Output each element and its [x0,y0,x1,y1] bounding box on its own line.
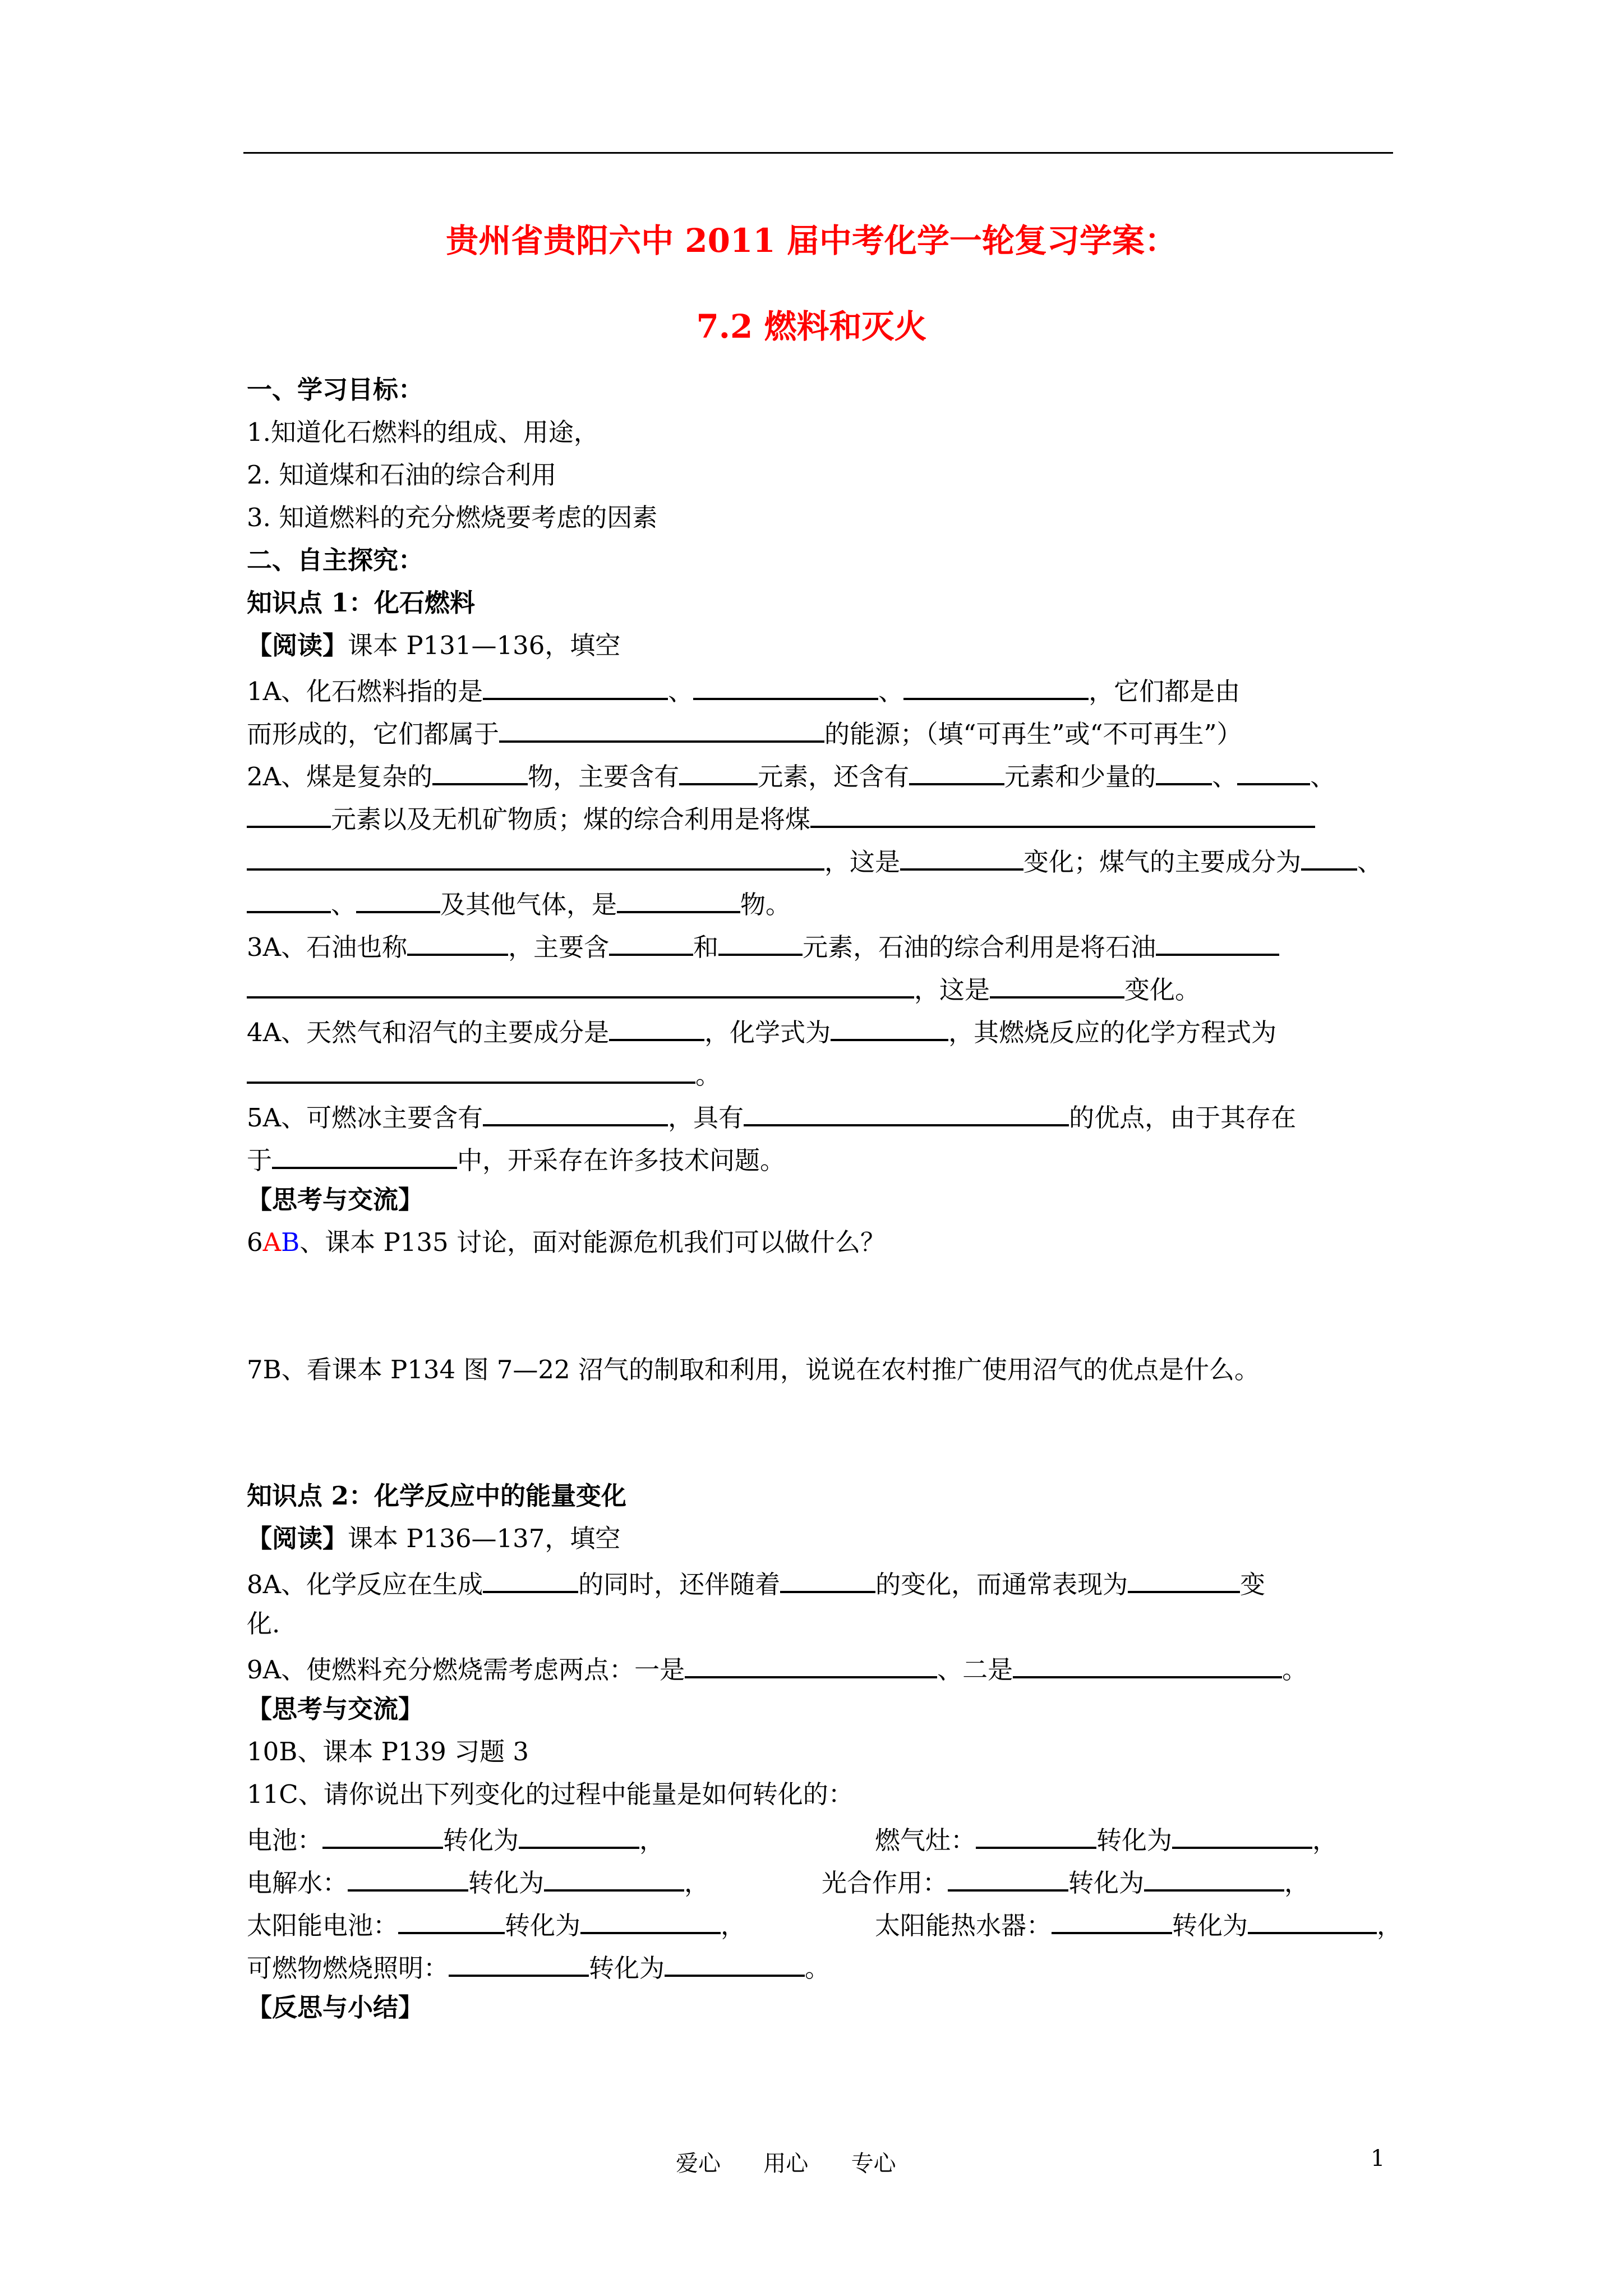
blank[interactable] [1156,758,1212,785]
conversion-combustion-lighting [247,1950,830,1984]
q-text: 5A、可燃冰主要含有 [247,1103,483,1133]
level-b-marker: B [281,1227,300,1257]
question-7: 7B、看课本 P134 图 7—22 沼气的制取和利用，说说在农村推广使用沼气的优点是什么。 [247,1355,1260,1384]
question-6 [247,1227,886,1258]
question-3-line-2 [247,972,1200,1005]
blank[interactable] [499,716,824,743]
blank[interactable] [909,758,1004,785]
read-line-2 [247,1524,620,1554]
question-3-line-1 [247,929,1279,963]
blank[interactable] [272,1142,457,1169]
blank[interactable] [356,886,440,913]
blank[interactable] [609,929,693,956]
conv-text: ， [639,1825,665,1855]
goal-2: 2. 知道煤和石油的综合利用 [247,460,557,490]
q-text: ，这是 [914,975,990,1005]
question-10: 10B、课本 P139 习题 3 [247,1737,529,1766]
q-text: 的同时，还伴随着 [578,1570,781,1599]
conv-text: ， [1312,1825,1338,1855]
q-number: 6 [247,1227,263,1257]
blank[interactable] [831,1014,948,1041]
blank[interactable] [976,1822,1096,1849]
question-2-line-2 [247,801,1315,835]
conv-text: ， [684,1868,710,1898]
question-11: 11C、请你说出下列变化的过程中能量是如何转化的： [247,1779,854,1809]
q-text: 、课本 P135 讨论，面对能源危机我们可以做什么？ [299,1227,886,1257]
doc-title: 贵州省贵阳六中 2011 届中考化学一轮复习学案： [446,222,1177,260]
blank[interactable] [247,801,331,828]
blank[interactable] [948,1865,1068,1892]
q-text: 元素以及无机矿物质；煤的综合利用是将煤 [331,804,811,834]
question-5-line-1 [247,1099,1296,1133]
conv-text: 转化为 [1172,1911,1248,1940]
blank[interactable] [609,1014,704,1041]
question-1-line-1 [247,673,1240,707]
conv-label: 电解水： [247,1868,348,1898]
blank[interactable] [348,1865,468,1892]
question-4-line-2 [247,1057,721,1091]
conversion-electrolysis [247,1865,709,1898]
q-text: 变化；煤气的主要成分为 [1023,847,1302,877]
blank[interactable] [1172,1822,1312,1849]
read-tag: 【阅读】 [247,631,348,660]
conversion-gas-stove [875,1822,1338,1856]
question-8-line-2: 化. [247,1609,280,1639]
blank[interactable] [247,972,914,999]
conv-label: 燃气灶： [875,1825,976,1855]
reflect-heading: 【反思与小结】 [247,1993,424,2022]
q-text: ，化学式为 [704,1018,831,1047]
blank[interactable] [617,886,740,913]
read-line-1 [247,631,620,661]
q-text: 及其他气体，是 [440,890,617,919]
blank[interactable] [903,673,1089,700]
page-number: 1 [1371,2146,1385,2171]
conv-label: 可燃物燃烧照明： [247,1953,449,1983]
q-text: ，它们都是由 [1089,677,1241,706]
conv-text: 转化为 [468,1868,545,1898]
blank[interactable] [900,844,1023,871]
q-text: 2A、煤是复杂的 [247,762,433,792]
q-text: ，其燃烧反应的化学方程式为 [948,1018,1277,1047]
q-text: 中，开采存在许多技术问题。 [457,1145,786,1175]
q-text: 变 [1240,1570,1266,1599]
q-text: ，主要含 [508,932,610,962]
question-2-line-4 [247,886,791,920]
q-text: 的优点，由于其存在 [1069,1103,1297,1133]
q-text: ，具有 [668,1103,744,1133]
blank[interactable] [1156,929,1279,956]
conv-text: 转化为 [443,1825,519,1855]
conv-text: ， [721,1911,746,1940]
question-2-line-3 [247,844,1382,877]
level-a-marker: A [262,1227,282,1257]
conv-text: 转化为 [589,1953,665,1983]
question-8-line-1 [247,1566,1265,1600]
conv-text: 转化为 [1096,1825,1173,1855]
knowledge-point-1: 知识点 1：化石燃料 [247,588,475,618]
q-text: 、 [1310,762,1336,792]
q-text: 元素和少量的 [1004,762,1156,792]
blank[interactable] [1144,1865,1284,1892]
q-text: 8A、化学反应在生成 [247,1570,483,1599]
q-text: 变化。 [1124,975,1201,1005]
q-text: 、 [1212,762,1238,792]
blank[interactable] [247,886,331,913]
q-text: 、 [1357,847,1383,877]
blank[interactable] [1248,1907,1377,1934]
conversion-photosynthesis [822,1865,1310,1898]
conv-label: 光合作用： [822,1868,948,1898]
read-text: 课本 P131—136，填空 [348,631,621,660]
conv-label: 太阳能热水器： [875,1911,1052,1940]
blank[interactable] [247,1057,695,1084]
conversion-solar-heater [875,1907,1402,1941]
blank[interactable] [544,1865,684,1892]
blank[interactable] [449,1950,589,1977]
section-explore-heading: 二、自主探究： [247,545,424,575]
conversion-solar-cell [247,1907,746,1941]
q-text: 元素，石油的综合利用是将石油 [803,932,1156,962]
q-text: 、 [668,677,694,706]
conversion-battery [247,1822,665,1856]
blank[interactable] [718,929,803,956]
blank[interactable] [679,758,758,785]
think-heading-2: 【思考与交流】 [247,1694,424,1724]
blank[interactable] [247,844,824,871]
blank[interactable] [990,972,1124,999]
q-text: 。 [1282,1655,1308,1685]
header-rule [243,152,1393,154]
blank[interactable] [1237,758,1310,785]
q-text: 物，主要含有 [528,762,680,792]
question-1-line-2 [247,716,1242,749]
question-9 [247,1651,1307,1685]
blank[interactable] [432,758,528,785]
blank[interactable] [665,1950,805,1977]
page-footer: 爱心 用心 专心 [676,2151,896,2177]
q-text: 4A、天然气和沼气的主要成分是 [247,1018,610,1047]
blank[interactable] [810,801,1315,828]
conv-text: ， [1377,1911,1403,1940]
q-text: 和 [693,932,719,962]
blank[interactable] [1052,1907,1172,1934]
conv-label: 电池： [247,1825,323,1855]
q-text: 。 [695,1060,721,1090]
question-4-line-1 [247,1014,1276,1048]
read-text: 课本 P136—137，填空 [348,1524,621,1553]
knowledge-point-2: 知识点 2：化学反应中的能量变化 [247,1481,626,1511]
blank[interactable] [398,1907,505,1934]
goal-1: 1.知道化石燃料的组成、用途， [247,417,599,447]
blank[interactable] [407,929,508,956]
conv-text: 。 [805,1953,831,1983]
q-text: 、 [331,890,357,919]
conv-text: ， [1284,1868,1310,1898]
blank[interactable] [322,1822,443,1849]
think-heading-1: 【思考与交流】 [247,1185,424,1214]
q-text: 的变化，而通常表现为 [875,1570,1128,1599]
q-text: 3A、石油也称 [247,932,408,962]
doc-subtitle: 7.2 燃料和灭火 [696,307,927,346]
conv-text: 转化为 [505,1911,581,1940]
blank[interactable] [685,1651,937,1678]
blank[interactable] [519,1822,639,1849]
conv-label: 太阳能电池： [247,1911,399,1940]
q-text: 1A、化石燃料指的是 [247,677,483,706]
question-5-line-2 [247,1142,785,1176]
q-text: 物。 [740,890,791,919]
blank[interactable] [483,1566,578,1593]
section-goals-heading: 一、学习目标： [247,375,424,404]
blank[interactable] [1013,1651,1282,1678]
q-text: 、 [878,677,904,706]
q-text: 于 [247,1145,273,1175]
q-text: 9A、使燃料充分燃烧需考虑两点：一是 [247,1655,685,1685]
read-tag: 【阅读】 [247,1524,348,1553]
conv-text: 转化为 [1068,1868,1145,1898]
blank[interactable] [780,1566,875,1593]
blank[interactable] [483,673,668,700]
question-2-line-1 [247,758,1335,792]
q-text: 的能源；（填“可再生”或“不可再生”） [824,719,1242,749]
blank[interactable] [483,1099,668,1126]
blank[interactable] [693,673,878,700]
blank[interactable] [744,1099,1069,1126]
q-text: ，这是 [824,847,901,877]
goal-3: 3. 知道燃料的充分燃烧要考虑的因素 [247,503,658,532]
q-text: 、二是 [937,1655,1013,1685]
blank[interactable] [1301,844,1357,871]
blank[interactable] [580,1907,721,1934]
q-text: 元素，还含有 [758,762,910,792]
blank[interactable] [1128,1566,1240,1593]
q-text: 而形成的，它们都属于 [247,719,500,749]
